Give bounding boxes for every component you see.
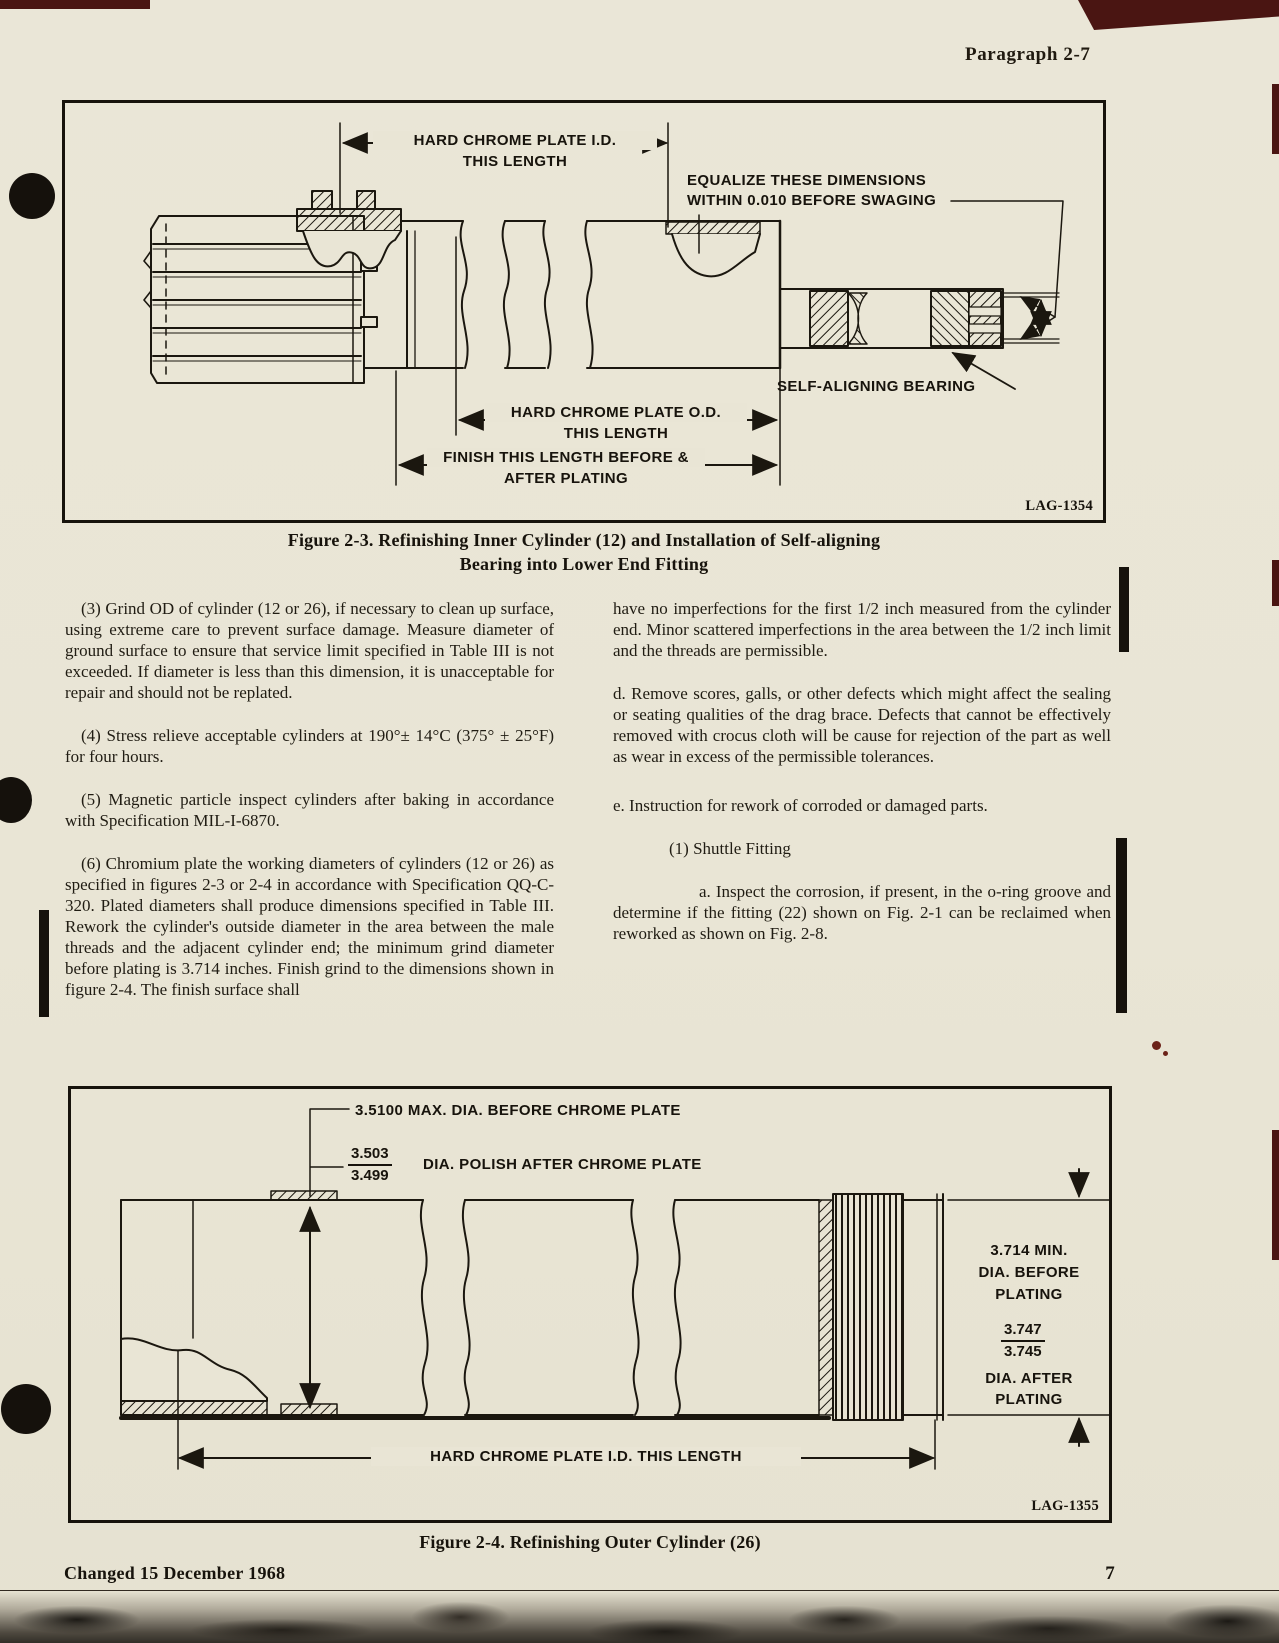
paragraph-5: (5) Magnetic particle inspect cylinders after baking in accordance with Specification MIL-I-6870. — [65, 790, 554, 830]
page-header: Paragraph 2-7 — [965, 44, 1091, 65]
label-finish-length-line1: FINISH THIS LENGTH BEFORE & — [427, 448, 705, 467]
label-polish-after-plate: DIA. POLISH AFTER CHROME PLATE — [423, 1156, 702, 1173]
figure-2-4 — [68, 1086, 1112, 1523]
body-right-column — [613, 598, 1111, 966]
paragraph-a: a. Inspect the corrosion, if present, in the o-ring groove and determine if the fitting (22) shown on Fig. 2-1 can be reclaimed when reworked as shown on Fig. 2-8. — [613, 882, 1111, 943]
label-after-dia-line2: PLATING — [995, 1391, 1063, 1408]
scan-ink-spot-2 — [1163, 1051, 1168, 1056]
label-polish-dia-fraction — [348, 1145, 392, 1185]
scan-edge-mark-top-right — [1078, 0, 1279, 30]
punch-hole-bottom — [1, 1384, 51, 1434]
figure-2-4-ref-number: LAG-1355 — [1031, 1498, 1099, 1514]
label-hard-chrome-id-length: HARD CHROME PLATE I.D. THIS LENGTH — [371, 1447, 801, 1466]
paragraph-d: d. Remove scores, galls, or other defects which might affect the sealing or seating qualities of the drag brace. Defects that cannot be effectively removed with crocus cloth will be cause for rejection of the part as well as wear in excess of the permissible tolerances. — [613, 684, 1111, 766]
scan-noise-band — [0, 1590, 1279, 1643]
label-after-dia-lower: 3.745 — [1004, 1343, 1042, 1360]
scan-ink-spot-1 — [1152, 1041, 1161, 1050]
label-min-dia-line3: PLATING — [995, 1286, 1063, 1303]
label-max-dia-before-plate: 3.5100 MAX. DIA. BEFORE CHROME PLATE — [355, 1102, 681, 1119]
change-bar-right-1 — [1119, 567, 1129, 652]
paragraph-continuation: have no imperfections for the first 1/2 inch measured from the cylinder end. Minor scattered imperfections in the area between the 1/2 inch limit and the threads are permissible. — [613, 599, 1111, 660]
footer-change-date: Changed 15 December 1968 — [64, 1563, 286, 1583]
label-polish-dia-upper: 3.503 — [348, 1145, 392, 1166]
paragraph-1-shuttle-fitting: (1) Shuttle Fitting — [669, 839, 791, 858]
label-chrome-plate-id-line1: HARD CHROME PLATE I.D. — [373, 131, 657, 150]
scan-edge-mark-top-left — [0, 0, 150, 9]
scan-edge-mark-right-1 — [1272, 84, 1279, 154]
scan-edge-mark-right-3 — [1272, 1130, 1279, 1260]
paragraph-3: (3) Grind OD of cylinder (12 or 26), if necessary to clean up surface, using extreme care to prevent surface damage. Measure diameter of ground surface to ensure that service limit specified in Table III is not exceeded. If diameter is less than this dimension, it is unacceptable for repair and should not be replated. — [65, 599, 554, 702]
label-chrome-plate-od-line1: HARD CHROME PLATE O.D. — [485, 403, 747, 422]
figure-2-3 — [62, 100, 1106, 523]
label-chrome-plate-od-line2: THIS LENGTH — [563, 425, 669, 442]
label-chrome-plate-id-line2: THIS LENGTH — [462, 153, 568, 170]
label-min-dia-line1: 3.714 MIN. — [990, 1242, 1068, 1259]
punch-hole-top — [9, 173, 55, 219]
label-after-dia-line1: DIA. AFTER — [985, 1370, 1073, 1387]
body-left-column — [65, 598, 554, 1022]
change-bar-left — [39, 910, 49, 1017]
figure-2-3-caption-line2: Bearing into Lower End Fitting — [459, 554, 709, 574]
label-after-dia-fraction — [1001, 1321, 1045, 1361]
paragraph-4: (4) Stress relieve acceptable cylinders at 190°± 14°C (375° ± 25°F) for four hours. — [65, 726, 554, 766]
label-equalize-line2: WITHIN 0.010 BEFORE SWAGING — [687, 192, 937, 209]
label-self-aligning-bearing: SELF-ALIGNING BEARING — [777, 378, 976, 395]
scan-edge-mark-right-2 — [1272, 560, 1279, 606]
label-equalize-line1: EQUALIZE THESE DIMENSIONS — [687, 172, 927, 189]
label-finish-length-line2: AFTER PLATING — [503, 470, 629, 487]
footer-page-number: 7 — [1105, 1563, 1115, 1584]
label-polish-dia-lower: 3.499 — [351, 1167, 389, 1184]
label-min-dia-line2: DIA. BEFORE — [978, 1264, 1080, 1281]
change-bar-right-2 — [1116, 838, 1127, 1013]
figure-2-3-caption-line1: Figure 2-3. Refinishing Inner Cylinder (12) and Installation of Self-aligning — [287, 530, 881, 550]
paragraph-e: e. Instruction for rework of corroded or damaged parts. — [613, 796, 988, 815]
figure-2-3-ref-number: LAG-1354 — [1025, 498, 1093, 514]
punch-hole-middle — [0, 777, 32, 823]
label-after-dia-upper: 3.747 — [1001, 1321, 1045, 1342]
figure-2-4-caption: Figure 2-4. Refinishing Outer Cylinder (26) — [419, 1532, 761, 1552]
paragraph-6: (6) Chromium plate the working diameters of cylinders (12 or 26) as specified in figures 2-3 or 2-4 in accordance with Specification QQ-C-320. Plated diameters shall produce dimensions specified in Table III. Rework the cylinder's outside diameter in the area between the male threads and the adjacent cylinder end; the minimum grind diameter before plating is 3.714 inches. Finish grind to the dimensions shown in figure 2-4. The finish surface shall — [65, 854, 554, 999]
